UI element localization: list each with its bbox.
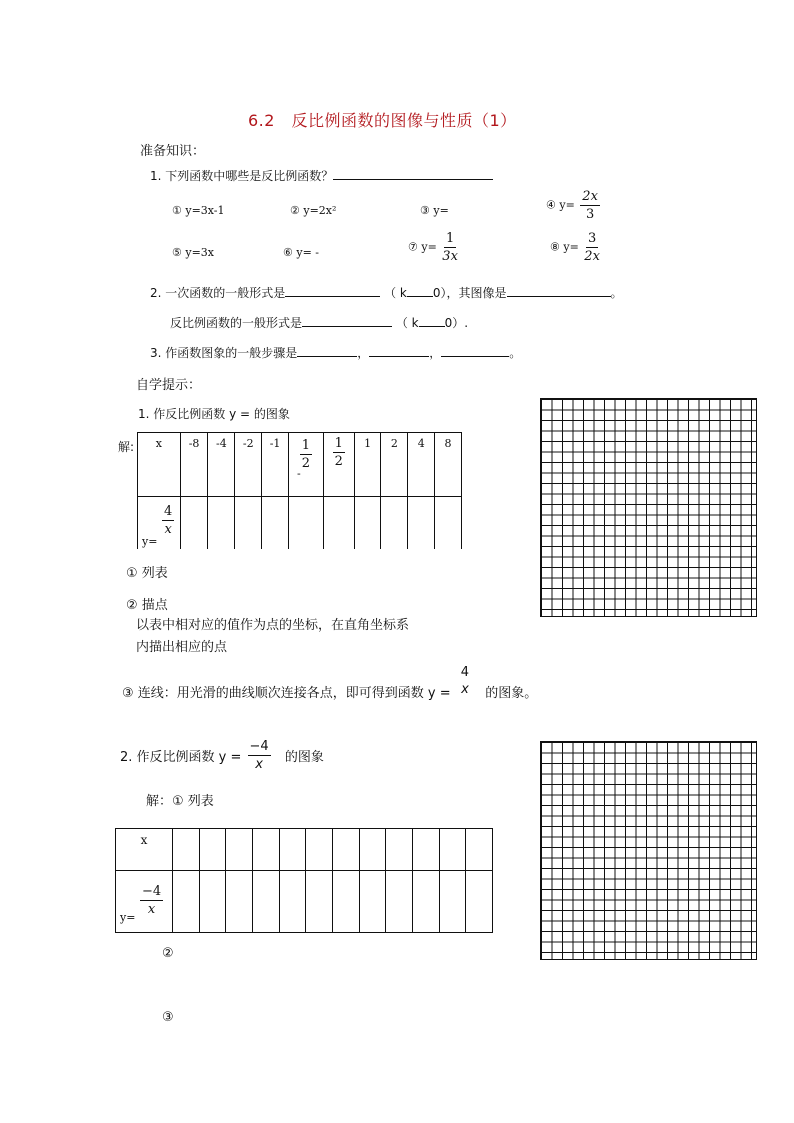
comma: ，: [357, 346, 370, 360]
question-2-text: 2. 一次函数的一般形式是: [150, 286, 286, 300]
table-cell-x: -2: [235, 433, 262, 497]
value-table-1: [137, 432, 462, 549]
part-2-end: 的图象: [284, 750, 324, 765]
part-2-numerator: −4: [249, 739, 269, 754]
table-row-y: [116, 871, 493, 933]
table-cell-x-half: [323, 433, 354, 497]
table-cell-y[interactable]: [408, 497, 435, 549]
table-cell-x[interactable]: [199, 829, 226, 871]
minus-sign: -: [297, 467, 301, 480]
table-header-y: [138, 497, 181, 549]
coordinate-grid-2[interactable]: [540, 741, 757, 960]
table-cell-y[interactable]: [208, 497, 235, 549]
y-label: y=: [142, 535, 158, 548]
table-cell-y[interactable]: [381, 497, 408, 549]
question-1-text: 1. 下列函数中哪些是反比例函数？: [150, 169, 334, 183]
table-cell-y[interactable]: [386, 871, 413, 933]
part-2-text: 2. 作反比例函数 y =: [120, 750, 242, 765]
table-cell-x: -1: [262, 433, 289, 497]
half-numerator: 1: [334, 436, 343, 451]
graph-blank[interactable]: [507, 284, 611, 297]
option-8: [550, 232, 602, 263]
y-denominator: x: [147, 902, 156, 917]
table-cell-y[interactable]: [359, 871, 386, 933]
table-cell-x: 4: [408, 433, 435, 497]
part-2-denominator: x: [255, 757, 263, 772]
answer-blank[interactable]: [333, 167, 493, 180]
period: 。: [509, 346, 522, 360]
table-cell-y[interactable]: [226, 871, 253, 933]
table-cell-x[interactable]: [306, 829, 333, 871]
table-header-x: x: [116, 829, 173, 871]
table-cell-y[interactable]: [289, 497, 324, 549]
table-cell-y[interactable]: [306, 871, 333, 933]
table-cell-x-neg-half: [289, 433, 324, 497]
option-3: ③ y=: [420, 204, 449, 217]
half-denominator: 2: [334, 454, 343, 469]
prep-heading: 准备知识：: [140, 144, 206, 159]
question-2: [150, 284, 623, 301]
part-2-step-3: ③: [162, 1010, 174, 1025]
k-label: （ k: [384, 286, 407, 300]
part-2-prompt: [120, 740, 324, 771]
table-cell-x: 1: [354, 433, 381, 497]
option-8-label: ⑧ y=: [550, 240, 579, 254]
table-cell-y[interactable]: [262, 497, 289, 549]
step-3-text: ③ 连线：用光滑的曲线顺次连接各点，即可得到函数 y =: [122, 686, 451, 701]
table-cell-y[interactable]: [252, 871, 279, 933]
option-1: ① y=3x-1: [172, 204, 225, 217]
close-paren: 0）.: [444, 316, 469, 330]
step-1: ① 列表: [126, 566, 168, 581]
table-cell-x[interactable]: [252, 829, 279, 871]
part-2-step-2: ②: [162, 946, 174, 961]
table-header-y: [116, 871, 173, 933]
y-numerator: 4: [164, 504, 173, 519]
step-2: ② 描点: [126, 598, 168, 613]
table-cell-y[interactable]: [435, 497, 462, 549]
option-4-label: ④ y=: [546, 198, 575, 212]
y-numerator: −4: [142, 884, 162, 899]
coordinate-grid-1[interactable]: [540, 398, 757, 617]
inverse-form-blank[interactable]: [302, 314, 392, 327]
half-numerator: 1: [301, 438, 311, 453]
comma: ，: [429, 346, 442, 360]
table-cell-y[interactable]: [199, 871, 226, 933]
table-cell-y[interactable]: [279, 871, 306, 933]
option-6: ⑥ y= -: [283, 246, 320, 259]
table-cell-x[interactable]: [466, 829, 493, 871]
k-blank-2[interactable]: [419, 314, 445, 327]
step-blank-2[interactable]: [369, 344, 429, 357]
option-2: ② y=2x²: [290, 204, 337, 217]
table-cell-x[interactable]: [226, 829, 253, 871]
k-blank[interactable]: [407, 284, 433, 297]
step-3-denominator: x: [461, 681, 469, 697]
part-2-solution: 解：① 列表: [146, 794, 214, 809]
table-cell-y[interactable]: [439, 871, 466, 933]
step-blank-3[interactable]: [441, 344, 509, 357]
step-2-desc-2: 内描出相应的点: [136, 640, 228, 655]
table-cell-x[interactable]: [386, 829, 413, 871]
y-denominator: x: [164, 522, 172, 537]
table-cell-y[interactable]: [180, 497, 208, 549]
table-cell-x[interactable]: [173, 829, 200, 871]
option-5: ⑤ y=3x: [172, 246, 214, 259]
period: 。: [610, 286, 623, 300]
table-cell-y[interactable]: [332, 871, 359, 933]
table-cell-x: -8: [180, 433, 208, 497]
table-header-x: x: [138, 433, 181, 497]
option-7: [408, 232, 460, 263]
option-8-numerator: 3: [587, 231, 597, 246]
part-1-prompt: 1. 作反比例函数 y = 的图象: [138, 407, 290, 421]
table-cell-x: 2: [381, 433, 408, 497]
table-cell-y[interactable]: [173, 871, 200, 933]
option-4-denominator: 3: [585, 207, 595, 222]
table-row-y: [138, 497, 462, 549]
table-cell-y[interactable]: [354, 497, 381, 549]
table-cell-x[interactable]: [279, 829, 306, 871]
table-cell-x: 8: [435, 433, 462, 497]
question-1: [150, 167, 493, 184]
linear-form-blank[interactable]: [285, 284, 380, 297]
option-4: [546, 190, 602, 221]
table-row-x: [138, 433, 462, 497]
option-8-denominator: 2x: [584, 249, 600, 264]
solution-label: 解:: [118, 440, 135, 454]
step-3-numerator: 4: [460, 664, 470, 680]
selfstudy-heading: 自学提示：: [136, 378, 202, 393]
k-label-2: （ k: [395, 316, 419, 330]
table-cell-y[interactable]: [466, 871, 493, 933]
table-cell-y[interactable]: [412, 871, 439, 933]
table-cell-x[interactable]: [412, 829, 439, 871]
table-cell-y[interactable]: [323, 497, 354, 549]
graph-label: 0），其图像是: [432, 286, 507, 300]
step-3-end: 的图象。: [485, 686, 538, 701]
question-3-text: 3. 作函数图象的一般步骤是: [150, 346, 298, 360]
step-3: [122, 660, 537, 701]
table-cell-x[interactable]: [332, 829, 359, 871]
table-row-x: [116, 829, 493, 871]
inverse-form-text: 反比例函数的一般形式是: [170, 316, 303, 330]
half-denominator: 2: [301, 456, 311, 471]
table-cell-x[interactable]: [439, 829, 466, 871]
value-table-2: [115, 828, 493, 933]
option-7-numerator: 1: [445, 231, 455, 246]
page-title: 6.2 反比例函数的图像与性质（1）: [248, 111, 517, 130]
question-3: [150, 344, 521, 361]
table-cell-y[interactable]: [235, 497, 262, 549]
table-cell-x: -4: [208, 433, 235, 497]
step-2-desc-1: 以表中相对应的值作为点的坐标，在直角坐标系: [136, 618, 410, 633]
question-2-inverse: [170, 314, 468, 331]
option-7-denominator: 3x: [442, 249, 458, 264]
step-blank-1[interactable]: [297, 344, 357, 357]
option-7-label: ⑦ y=: [408, 240, 437, 254]
y-label: y=: [120, 911, 136, 924]
option-4-numerator: 2x: [582, 189, 598, 204]
table-cell-x[interactable]: [359, 829, 386, 871]
